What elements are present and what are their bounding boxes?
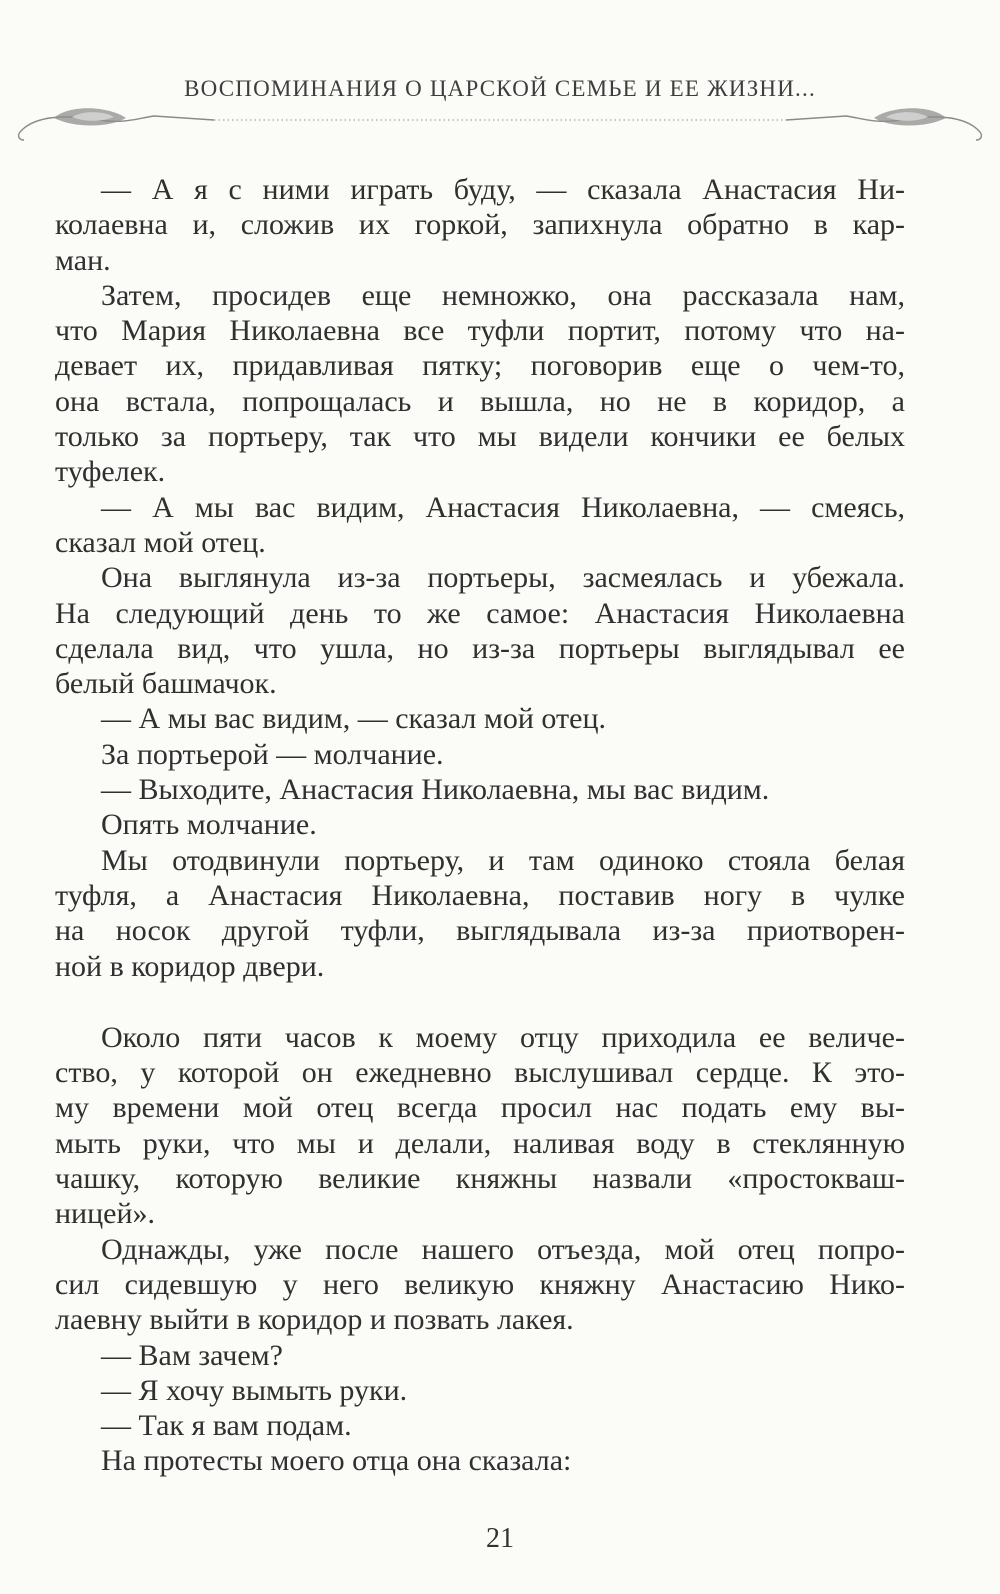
paragraph [55, 172, 905, 278]
text-line: ство, у которой он ежедневно выслушивал сердце. К это- [55, 1056, 905, 1090]
paragraph [55, 843, 905, 984]
body-text [55, 172, 905, 1479]
text-line: му времени мой отец всегда просил нас подать ему вы- [55, 1091, 905, 1125]
text-line: девает их, придавливая пятку; поговорив еще о чем-то, [55, 349, 905, 383]
text-line: туфля, а Анастасия Николаевна, поставив ногу в чулке [55, 878, 905, 912]
text-line: лаевну выйти в коридор и позвать лакея. [55, 1303, 574, 1337]
text-line: — Вам зачем? [101, 1338, 283, 1372]
text-line: — А мы вас видим, Анастасия Николаевна, — смеясь, [101, 490, 905, 524]
text-line: Около пяти часов к моему отцу приходила ее величе- [101, 1020, 905, 1054]
paragraph [55, 1338, 905, 1373]
text-line: На следующий день то же самое: Анастасия Николаевна [55, 596, 905, 630]
paragraph [55, 1020, 905, 1232]
paragraph [55, 1443, 905, 1478]
paragraph [55, 701, 905, 736]
text-line: Затем, просидев еще немножко, она рассказала нам, [101, 278, 905, 312]
paragraph [55, 1373, 905, 1408]
text-line: На протесты моего отца она сказала: [101, 1444, 572, 1478]
text-line: — Я хочу вымыть руки. [101, 1373, 408, 1407]
text-line: — А мы вас видим, — сказал мой отец. [101, 702, 607, 736]
section-break [55, 984, 905, 1020]
paragraph [55, 737, 905, 772]
text-line: Мы отодвинули портьеру, и там одиноко стояла белая [101, 843, 905, 877]
text-line: Она выглянула из-за портьеры, засмеялась и убежала. [101, 561, 905, 595]
text-line: сил сидевшую у него великую княжну Анастасию Нико- [55, 1267, 905, 1301]
text-line: она встала, попрощалась и вышла, но не в коридор, а [55, 384, 905, 418]
text-line: ницей». [55, 1197, 156, 1231]
text-line: только за портьеру, так что мы видели кончики ее белых [55, 420, 905, 454]
text-line: — А я с ними играть буду, — сказала Анастасия Ни- [101, 173, 905, 206]
text-line: сказал мой отец. [55, 525, 266, 559]
paragraph [55, 1232, 905, 1338]
running-head: ВОСПОМИНАНИЯ О ЦАРСКОЙ СЕМЬЕ И ЕЕ ЖИЗНИ... [184, 76, 816, 101]
text-line: мыть руки, что мы и делали, наливая воду в стеклянную [55, 1126, 905, 1160]
text-line: Опять молчание. [101, 808, 317, 842]
text-line: туфелек. [55, 455, 166, 489]
ornamental-rule [14, 106, 986, 146]
text-line: чашку, которую великие княжны назвали «простокваш- [55, 1162, 905, 1196]
text-line: — Выходите, Анастасия Николаевна, мы вас видим. [101, 773, 770, 807]
paragraph [55, 772, 905, 807]
paragraph [55, 560, 905, 701]
text-line: сделала вид, что ушла, но из-за портьеры выглядывал ее [55, 631, 905, 665]
paragraph [55, 278, 905, 490]
text-line: ман. [55, 243, 111, 277]
text-line: — Так я вам подам. [101, 1409, 352, 1443]
paragraph [55, 807, 905, 842]
paragraph [55, 490, 905, 561]
text-line: Однажды, уже после нашего отъезда, мой отец попро- [101, 1232, 905, 1266]
page-number: 21 [486, 1523, 514, 1554]
text-line: колаевна и, сложив их горкой, запихнула обратно в кар- [55, 208, 905, 242]
text-line: что Мария Николаевна все туфли портит, потому что на- [55, 314, 905, 348]
text-line: на носок другой туфли, выглядывала из-за приотворен- [55, 914, 905, 948]
text-line: ной в коридор двери. [55, 949, 325, 983]
paragraph [55, 1408, 905, 1443]
text-line: белый башмачок. [55, 667, 277, 701]
text-line: За портьерой — молчание. [101, 737, 444, 771]
